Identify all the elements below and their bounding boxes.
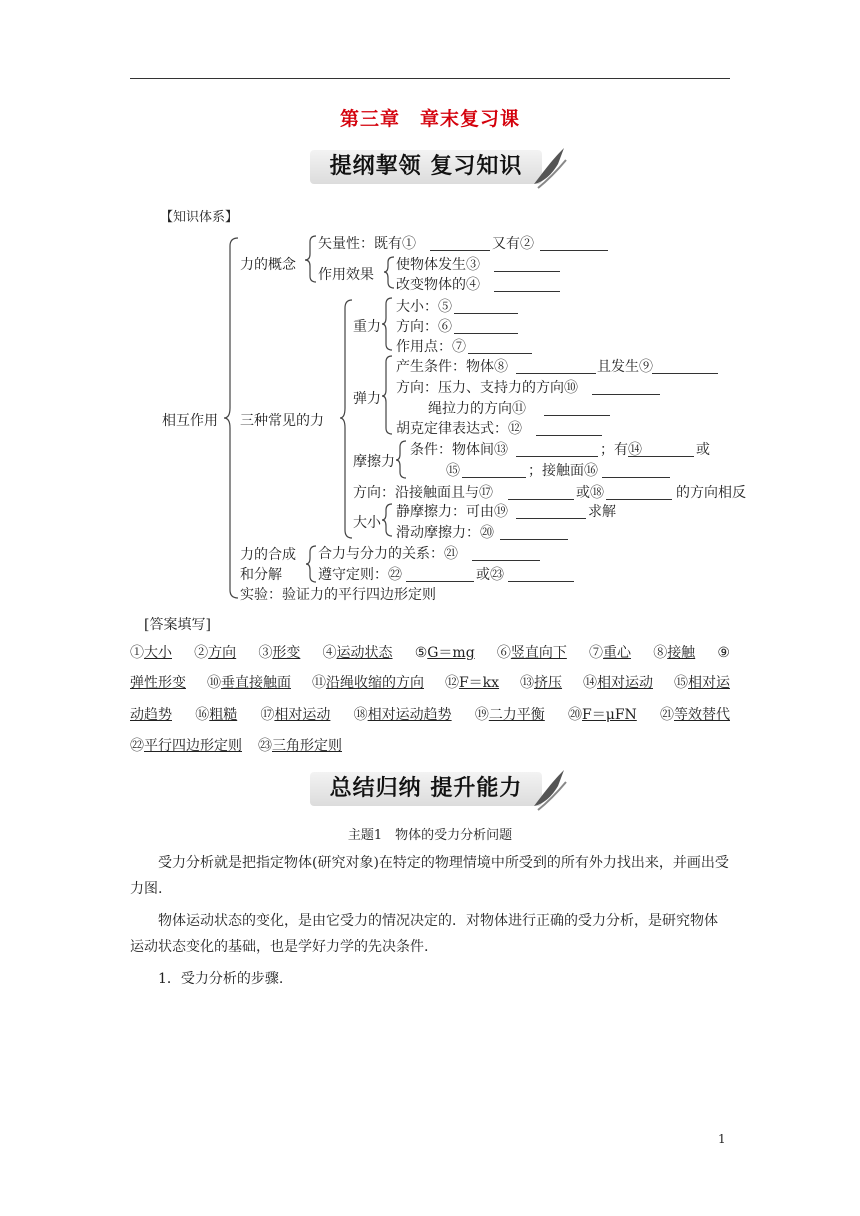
- friction-cond: 条件：物体间⑬: [410, 442, 508, 458]
- answer-number: ⑭: [583, 675, 598, 691]
- answer-number: ⑤: [414, 645, 428, 661]
- answer-number: ⑱: [353, 707, 368, 723]
- blank-19: [516, 518, 586, 519]
- blank-7: [468, 353, 532, 354]
- blank-12: [536, 435, 602, 436]
- answer-item: [520, 674, 562, 692]
- blank-17: [508, 499, 574, 500]
- answer-number: ①: [130, 645, 144, 661]
- answer-text: 重心: [603, 645, 632, 661]
- answer-text: 等效替代: [674, 707, 730, 723]
- answer-item: [195, 706, 237, 724]
- answer-number: ㉒: [130, 738, 144, 754]
- elastic-cond2: 且发生⑨: [597, 359, 653, 375]
- paragraph-3: 1．受力分析的步骤.: [158, 971, 284, 987]
- friction-or: 或: [696, 442, 710, 458]
- answer-number: ⑲: [474, 707, 489, 723]
- answers-line-1: [130, 644, 730, 662]
- gravity-dir: 方向：⑥: [396, 319, 452, 335]
- blank-6: [454, 333, 518, 334]
- blank-2: [540, 250, 608, 251]
- answer-text: 挤压: [534, 675, 563, 691]
- answer-number: ⑮: [674, 675, 688, 691]
- chapter-title: 第三章 章末复习课: [339, 108, 520, 130]
- answer-text: 动趋势: [130, 707, 172, 723]
- effect-label: 作用效果: [318, 267, 374, 283]
- answer-number: ⑧: [653, 645, 668, 661]
- answer-text: F＝kx: [458, 675, 500, 691]
- friction-c15: ⑮: [446, 463, 460, 479]
- blank-9: [652, 373, 718, 374]
- answer-number: ⑦: [589, 645, 604, 661]
- answer-text: 运动状态: [336, 645, 393, 661]
- answer-number: ⑥: [496, 645, 511, 661]
- answer-number: ⑩: [206, 675, 221, 691]
- answer-text: 相对运: [688, 675, 730, 691]
- answer-item: [497, 644, 567, 662]
- banner-summary: [310, 766, 570, 812]
- answer-text: 相对运动趋势: [367, 707, 452, 723]
- answer-text: 接触: [667, 645, 696, 661]
- answer-text: 沿绳收缩的方向: [325, 675, 424, 691]
- answer-text: 弹性形变: [130, 675, 186, 691]
- answer-text: 方向: [208, 645, 237, 661]
- answer-item: [717, 644, 730, 662]
- answer-text: 相对运动: [597, 675, 654, 691]
- answer-text: 二力平衡: [488, 707, 545, 723]
- blank-13: [516, 456, 598, 457]
- answer-item: [660, 706, 730, 724]
- answer-item: [130, 737, 242, 755]
- blank-21: [472, 560, 540, 561]
- brush-stroke-icon: [528, 766, 568, 812]
- answer-number: ②: [194, 645, 209, 661]
- elastic-hooke: 胡克定律表达式：⑫: [396, 421, 522, 437]
- answer-item: [130, 706, 172, 724]
- answer-item: [415, 644, 475, 662]
- compose-or: 或㉓: [476, 567, 504, 583]
- answers-label: [答案填写]: [144, 617, 211, 633]
- concept-label: 力的概念: [240, 257, 296, 273]
- gravity-label: 重力: [353, 319, 381, 335]
- answer-item: [207, 674, 291, 692]
- answer-number: ㉑: [660, 707, 674, 723]
- blank-16: [602, 477, 670, 478]
- blank-10: [592, 394, 660, 395]
- answers-line-3: [130, 706, 730, 724]
- banner-text: 总结归纳 提升能力: [329, 776, 523, 801]
- vector-mid: 又有②: [492, 236, 534, 252]
- knowledge-system-label: 【知识体系】: [160, 210, 239, 225]
- blank-23: [508, 581, 574, 582]
- answer-number: ⑫: [444, 675, 459, 691]
- answers-line-2: [130, 674, 730, 692]
- experiment-text: 实验：验证力的平行四边形定则: [240, 587, 436, 603]
- blank-3: [494, 271, 560, 272]
- answer-item: [323, 644, 393, 662]
- answer-item: [312, 674, 424, 692]
- blank-20: [500, 539, 568, 540]
- effect-1: 使物体发生③: [396, 257, 480, 273]
- answer-number: ㉓: [258, 738, 272, 754]
- answer-item: [674, 674, 730, 692]
- blank-11: [544, 415, 610, 416]
- elastic-label: 弹力: [353, 391, 381, 407]
- answer-number: ④: [322, 645, 337, 661]
- answer-item: [260, 706, 330, 724]
- compose-label-2: 和分解: [240, 567, 282, 583]
- answer-number: ⑪: [311, 675, 326, 691]
- answer-text: 竖直向下: [510, 645, 567, 661]
- answer-text: 相对运动: [274, 707, 331, 723]
- answer-item: [354, 706, 452, 724]
- gravity-point: 作用点：⑦: [396, 339, 466, 355]
- answer-item: [568, 706, 637, 724]
- answer-text: 垂直接触面: [220, 675, 291, 691]
- elastic-cond: 产生条件：物体⑧: [396, 359, 508, 375]
- sliding-friction: 滑动摩擦力：⑳: [396, 525, 494, 541]
- answer-text: 三角形定则: [272, 738, 342, 754]
- blank-4: [494, 291, 560, 292]
- friction-label: 摩擦力: [353, 454, 395, 470]
- static-friction: 静摩擦力：可由⑲: [396, 504, 508, 520]
- answers-line-4: [130, 737, 730, 755]
- page-number: 1: [718, 1132, 726, 1146]
- answer-item: [258, 644, 300, 662]
- answer-text: 粗糙: [209, 707, 238, 723]
- answer-text: G＝mg: [427, 645, 475, 661]
- blank-15: [462, 477, 526, 478]
- gravity-size: 大小：⑤: [396, 299, 452, 315]
- answer-item: [653, 644, 695, 662]
- answer-item: [258, 737, 342, 755]
- answer-number: ⑳: [568, 707, 583, 723]
- answer-item: [583, 674, 653, 692]
- paragraph-2: 物体运动状态的变化，是由它受力的情况决定的．对物体进行正确的受力分析，是研究物体运动状态变化的基础，也是学好力学的先决条件.: [130, 913, 718, 955]
- blank-14: [628, 456, 694, 457]
- effect-2: 改变物体的④: [396, 277, 480, 293]
- answer-text: 形变: [272, 645, 301, 661]
- compose-rule: 遵守定则：㉒: [318, 567, 402, 583]
- answer-item: [589, 644, 631, 662]
- answer-item: [194, 644, 236, 662]
- vector-text: 矢量性：既有①: [318, 236, 416, 252]
- answer-number: ③: [258, 645, 273, 661]
- answer-number: ⑬: [520, 675, 535, 691]
- friction-dir: 方向：沿接触面且与⑰: [353, 485, 493, 501]
- blank-22: [406, 581, 474, 582]
- paragraph-1: 受力分析就是把指定物体(研究对象)在特定的物理情境中所受到的所有外力找出来，并画出受力图.: [130, 855, 729, 897]
- topic-heading: 主题1 物体的受力分析问题: [347, 828, 513, 843]
- blank-8: [516, 373, 596, 374]
- compose-rel: 合力与分力的关系：㉑: [318, 546, 458, 562]
- answer-number: ⑯: [195, 707, 210, 723]
- friction-cond3: ；接触面⑯: [528, 463, 598, 479]
- answer-item: [475, 706, 545, 724]
- answer-item: [130, 644, 172, 662]
- static-friction-2: 求解: [588, 504, 616, 520]
- blank-18: [606, 499, 672, 500]
- friction-dir2: 的方向相反: [676, 485, 746, 501]
- blank-5: [454, 313, 518, 314]
- friction-cond2: ；有⑭: [600, 442, 642, 458]
- answer-number: ⑰: [260, 707, 275, 723]
- answer-text: F＝μFN: [582, 707, 637, 723]
- friction-or2: 或⑱: [576, 485, 604, 501]
- banner-text: 提纲挈领 复习知识: [329, 154, 523, 179]
- answer-text: 大小: [144, 645, 172, 661]
- answer-text: 平行四边形定则: [144, 738, 242, 754]
- answer-item: [130, 674, 186, 692]
- blank-1: [430, 250, 490, 251]
- elastic-rope: 绳拉力的方向⑪: [428, 401, 526, 417]
- friction-size-label: 大小: [353, 515, 381, 531]
- elastic-dir: 方向：压力、支持力的方向⑩: [396, 380, 578, 396]
- answer-number: ⑨: [717, 645, 730, 661]
- tree-root: 相互作用: [162, 413, 218, 429]
- answer-item: [445, 674, 499, 692]
- compose-label-1: 力的合成: [240, 547, 296, 563]
- three-forces-label: 三种常见的力: [240, 413, 324, 429]
